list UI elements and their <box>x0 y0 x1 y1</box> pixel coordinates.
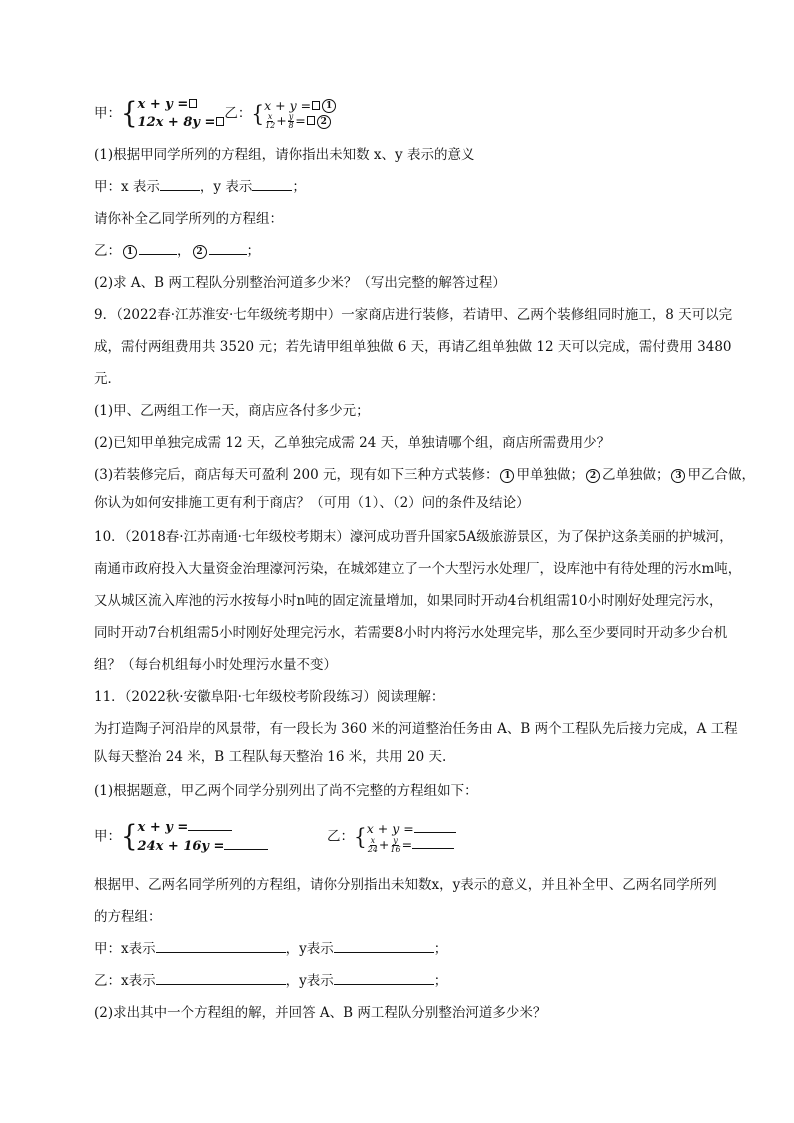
question-11-sub: (1)根据题意，甲乙两个同学分别列出了尚不完整的方程组如下： <box>94 783 478 799</box>
answer-blank[interactable] <box>414 820 456 833</box>
blank-box-icon <box>312 101 320 110</box>
equation-system-2 <box>94 818 456 856</box>
left-brace-icon: { <box>251 100 265 128</box>
text-line: (2)求 A、B 两工程队分别整治河道多少米？（写出完整的解答过程） <box>94 275 506 291</box>
question-11-line: 队每天整治 24 米，B 工程队每天整治 16 米，共用 20 天. <box>94 749 447 765</box>
jia-label: 甲： <box>94 828 121 845</box>
answer-blank[interactable] <box>334 972 434 985</box>
jia-eq-row1: x + y = <box>137 820 189 835</box>
question-11-sub: 根据甲、乙两名同学所列的方程组，请你分别指出未知数x，y表示的意义，并且补全甲、乙两名同学所列 <box>94 877 717 893</box>
answer-blank[interactable] <box>156 972 286 985</box>
fraction: $\frac{x}{24}$ <box>367 836 378 854</box>
answer-line: 甲：x表示 ，y表示 ； <box>94 941 448 957</box>
answer-blank[interactable] <box>156 940 286 953</box>
yi-eq-row1: x + y = <box>366 821 414 836</box>
question-10-line: 组？（每台机组每小时处理污水量不变） <box>94 657 337 673</box>
fraction: $\frac{x}{12}$ <box>265 112 276 131</box>
circled-number-icon: 2 <box>193 245 207 259</box>
question-9-line: 成，需付两组费用共 3520 元；若先请甲组单独做 6 天，再请乙组单独做 12 天可以完成，需付费用 3480 <box>94 339 732 355</box>
answer-blank[interactable] <box>412 836 454 849</box>
question-9-sub: (2)已知甲单独完成需 12 天，乙单独完成需 24 天，单独请哪个组，商店所需费用少？ <box>94 435 611 451</box>
left-brace-icon: { <box>121 97 138 131</box>
yi-label: 乙： <box>224 105 252 122</box>
fraction: $\frac{y}{8}$ <box>288 112 294 131</box>
question-10-line: 南通市政府投入大量资金治理濠河污染，在城郊建立了一个大型污水处理厂，设库池中有待处理的污水m吨， <box>94 561 742 577</box>
question-11-line: 11．（2022秋·安徽阜阳·七年级校考阶段练习）阅读理解： <box>94 689 445 705</box>
circled-number-icon: 2 <box>317 115 331 129</box>
answer-blank[interactable] <box>160 178 200 191</box>
answer-blank[interactable] <box>139 242 177 255</box>
answer-blank[interactable] <box>252 178 292 191</box>
circled-number-icon: 2 <box>586 469 600 483</box>
answer-line: 乙：x表示 ，y表示 ； <box>94 973 448 989</box>
circled-number-icon: 3 <box>671 469 685 483</box>
equation-system-1 <box>94 96 336 132</box>
answer-line: 甲：x 表示 ，y 表示 ； <box>94 179 306 195</box>
answer-blank[interactable] <box>209 242 247 255</box>
jia-equations <box>138 818 269 856</box>
question-10-line: 又从城区流入库池的污水按每小时n吨的固定流量增加，如果同时开动4台机组需10小时刚好处理完污水， <box>94 593 723 609</box>
yi-eq-row1: x + y = <box>264 97 312 113</box>
question-11-sub: (2)求出其中一个方程组的解，并回答 A、B 两工程队分别整治河道多少米？ <box>94 1005 547 1021</box>
blank-box-icon <box>189 99 197 108</box>
question-10-line: 同时开动7台机组需5小时刚好处理完污水，若需要8小时内将污水处理完毕，那么至少要同时开动多少台机 <box>94 625 728 641</box>
question-9-line: 9．（2022春·江苏淮安·七年级统考期中）一家商店进行装修，若请甲、乙两个装修组同时施工，8 天可以完 <box>94 307 733 323</box>
circled-number-icon: 1 <box>322 99 336 113</box>
jia-equations <box>138 96 225 132</box>
question-9-line: 元． <box>94 371 121 387</box>
answer-blank[interactable] <box>334 940 434 953</box>
jia-eq-row1: x + y = <box>137 97 189 112</box>
circled-number-icon: 1 <box>123 245 137 259</box>
yi-label: 乙： <box>327 828 354 845</box>
answer-blank[interactable] <box>188 818 232 831</box>
text-line: (1)根据甲同学所列的方程组，请你指出未知数 x、y 表示的意义 <box>94 147 475 163</box>
answer-blank[interactable] <box>224 837 268 850</box>
blank-box-icon <box>307 116 315 125</box>
left-brace-icon: { <box>121 820 138 854</box>
question-11-sub: 的方程组： <box>94 909 162 925</box>
jia-label: 甲： <box>94 105 121 122</box>
question-10-line: 10．（2018春·江苏南通·七年级校考期末）濠河成功晋升国家5A级旅游景区，为了保护这条美丽的护城河， <box>94 529 733 545</box>
fraction: $\frac{y}{16}$ <box>390 836 401 854</box>
question-9-sub: (1)甲、乙两组工作一天，商店应各付多少元； <box>94 403 370 419</box>
text-line: 请你补全乙同学所列的方程组： <box>94 211 283 227</box>
yi-equations: x + y = 1 $\frac{x}{12}$ + $\frac{y}{8}$ = 2 <box>264 98 336 131</box>
question-11-line: 为打造陶子河沿岸的风景带，有一段长为 360 米的河道整治任务由 A、B 两个工程队先后接力完成，A 工程 <box>94 721 738 737</box>
question-9-sub: 你认为如何安排施工更有利于商店？（可用（1）、（2）问的条件及结论） <box>94 495 530 511</box>
jia-eq-row2: 12x + 8y = <box>137 115 216 130</box>
circled-number-icon: 1 <box>500 469 514 483</box>
yi-equations: x + y = $\frac{x}{24}$ + $\frac{y}{16}$ = <box>367 820 456 854</box>
jia-eq-row2: 24x + 16y = <box>137 839 225 854</box>
question-9-sub: (3)若装修完后，商店每天可盈利 200 元，现有如下三种方式装修： 1 甲单独做； 2 乙单独做； 3 甲乙合做， <box>94 467 755 483</box>
answer-line: 乙： 1 ， 2 ； <box>94 243 260 259</box>
left-brace-icon: { <box>354 823 367 851</box>
